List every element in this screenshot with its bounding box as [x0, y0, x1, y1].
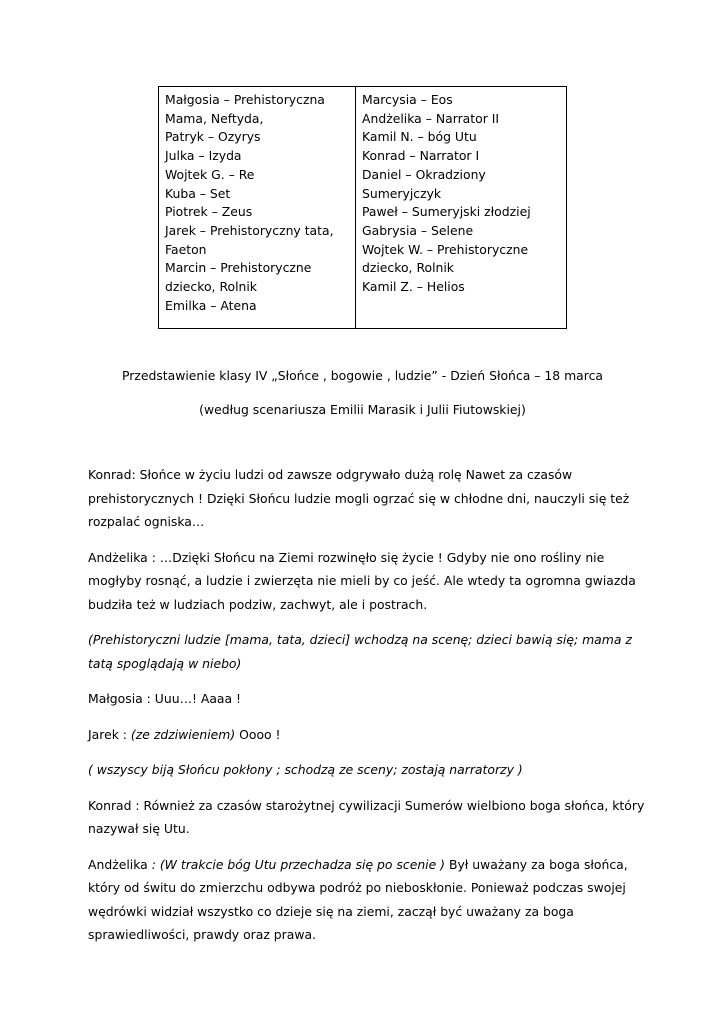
- script-paragraph: [88, 723, 648, 747]
- cast-entry: Patryk – Ozyrys: [165, 129, 261, 145]
- cast-entry: Emilka – Atena: [165, 297, 257, 313]
- document-title: Przedstawienie klasy IV „Słońce , bogowie , ludzie” - Dzień Słońca – 18 marca: [121, 368, 603, 383]
- cast-column-right: [356, 87, 566, 328]
- script-paragraph: [88, 853, 648, 947]
- cast-entry: Wojtek W. – Prehistoryczne: [362, 241, 529, 257]
- stage-direction: (Prehistoryczni ludzie [mama, tata, dzieci] wchodzą na scenę; dzieci bawią się; mama z tatą spoglądają w niebo): [88, 632, 632, 671]
- cast-entry: Piotrek – Zeus: [165, 204, 253, 220]
- cast-entry: Konrad – Narrator I: [362, 148, 480, 164]
- cast-entry: Mama, Neftyda,: [165, 110, 264, 126]
- script-paragraph: Andżelika : …Dzięki Słońcu na Ziemi rozwinęło się życie ! Gdyby nie ono rośliny nie mogłyby rosnąć, a ludzie i zwierzęta nie mieli by co jeść. Ale wtedy ta ogromna gwiazda budziła też w ludziach podziw, zachwyt, ale i postrach.: [88, 549, 636, 612]
- stage-direction: (ze zdziwieniem): [130, 726, 236, 742]
- cast-entry: Kuba – Set: [165, 185, 231, 201]
- cast-entry: Małgosia – Prehistoryczna: [165, 92, 325, 107]
- cast-entry: Marcin – Prehistoryczne: [165, 260, 312, 276]
- cast-entry: dziecko, Rolnik: [165, 279, 257, 295]
- cast-entry: Sumeryjczyk: [362, 185, 442, 201]
- cast-entry: Wojtek G. – Re: [165, 166, 255, 182]
- speaker-name: Andżelika: [88, 856, 152, 872]
- script-body: [88, 463, 648, 959]
- cast-entry: dziecko, Rolnik: [362, 260, 454, 276]
- cast-table: [158, 86, 567, 329]
- cast-entry: Kamil Z. – Helios: [362, 279, 465, 295]
- cast-entry: Andżelika – Narrator II: [362, 110, 500, 126]
- dialogue-text: Był uważany za boga słońca, który od świtu do zmierzchu odbywa podróż po nieboskłonie. Ponieważ podczas swojej wędrówki widział wszystko co dzieje się na ziemi, zaczął być uważany za boga sprawiedliwości, prawdy oraz prawa.: [88, 856, 628, 942]
- document-subtitle: (według scenariusza Emilii Marasik i Julii Fiutowskiej): [199, 402, 526, 417]
- script-paragraph: Konrad : Również za czasów starożytnej cywilizacji Sumerów wielbiono boga słońca, który nazywał się Utu.: [88, 797, 645, 836]
- stage-direction: ( wszyscy biją Słońcu pokłony ; schodzą ze sceny; zostają narratorzy ): [88, 762, 523, 777]
- cast-entry: Julka – Izyda: [165, 148, 242, 164]
- dialogue-text: Oooo !: [235, 726, 281, 742]
- cast-entry: Daniel – Okradziony: [362, 166, 486, 182]
- cast-entry: Kamil N. – bóg Utu: [362, 129, 477, 145]
- cast-entry: Marcysia – Eos: [362, 92, 453, 107]
- script-paragraph: Konrad: Słońce w życiu ludzi od zawsze odgrywało dużą rolę Nawet za czasów prehistorycznych ! Dzięki Słońcu ludzie mogli ogrzać się w chłodne dni, nauczyli się też rozpalać ogniska…: [88, 467, 630, 529]
- stage-direction: : (W trakcie bóg Utu przechadza się po scenie ): [151, 856, 446, 872]
- cast-column-left: [159, 87, 356, 328]
- script-paragraph: Małgosia : Uuu…! Aaaa !: [88, 691, 242, 706]
- speaker-name: Jarek :: [88, 726, 131, 742]
- cast-entry: Paweł – Sumeryjski złodziej: [362, 204, 531, 220]
- cast-entry: Faeton: [165, 241, 207, 257]
- cast-entry: Gabrysia – Selene: [362, 222, 474, 238]
- cast-entry: Jarek – Prehistoryczny tata,: [165, 222, 334, 238]
